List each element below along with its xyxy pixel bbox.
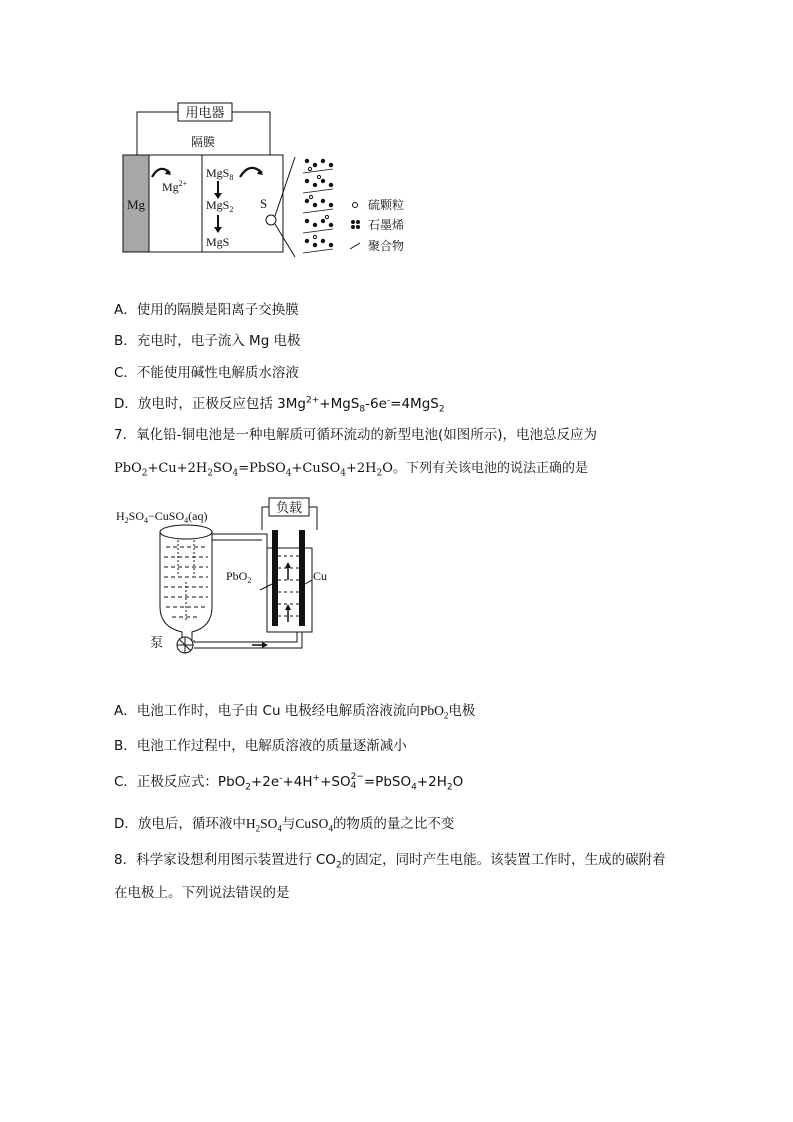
mg-s-battery-figure xyxy=(110,95,440,265)
q6-option-d: D．放电时，正极反应包括 $3Mg^{2+}+MgS_8-6e^-=4MgS_2$ xyxy=(114,395,445,415)
pbo2-electrode xyxy=(272,530,278,626)
pump-label: 泵 xyxy=(150,636,164,651)
q7-option-b: B．电池工作过程中，电解质溶液的质量逐渐减小 xyxy=(114,738,407,754)
q7-option-d: D．放电后，循环液中$H_2SO_4$与CuSO$_4$的物质的量之比不变 xyxy=(114,816,455,834)
mg-ion-label: $Mg^{2+}$ xyxy=(162,179,188,194)
q8-stem-line1: 8．科学家设想利用图示装置进行 $CO_2$的固定，同时产生电能。该装置工作时，生成的碳附着 xyxy=(114,852,666,871)
q6-option-c: C．不能使用碱性电解质水溶液 xyxy=(114,365,299,381)
cu-electrode xyxy=(299,530,305,626)
device-label: 用电器 xyxy=(185,106,225,121)
cu-label: Cu xyxy=(313,569,328,583)
pbo2-cu-battery-figure xyxy=(112,492,342,662)
q7-option-c: C．正极反应式：PbO$_2$+2e-+4H++SO 2− 4 $=PbSO_4+2H_2O$ xyxy=(114,772,464,793)
legend-graphene: 石墨烯 xyxy=(368,218,405,232)
q7-equation: $PbO_2+Cu+2H_2SO_4=PbSO_4+CuSO_4+2H_2O$。下列有关该电池的说法正确的是 xyxy=(114,461,588,479)
q6-option-b: B．充电时，电子流入 Mg 电极 xyxy=(114,333,301,349)
load-label: 负载 xyxy=(275,501,303,516)
legend-sulfur: 硫颗粒 xyxy=(368,198,405,212)
s-label: S xyxy=(260,196,268,211)
zoom-particles xyxy=(303,159,333,253)
legend xyxy=(350,197,404,253)
pbo2-label: PbO$_2$ xyxy=(226,569,252,585)
q7-stem: 7．氧化铅-铜电池是一种电解质可循环流动的新型电池(如图所示)，电池总反应为 xyxy=(114,427,597,443)
membrane-label: 隔膜 xyxy=(190,135,216,149)
mgs2-label: MgS$_2$ xyxy=(206,198,234,214)
solution-label: $H_2SO_4-CuSO_4(aq)$ xyxy=(116,509,208,525)
mgs-label: MgS xyxy=(206,235,230,249)
q7-option-a: A．电池工作时，电子由 Cu 电极经电解质溶液流向PbO$_2$电极 xyxy=(114,703,476,721)
q8-stem-line2: 在电极上。下列说法错误的是 xyxy=(114,885,290,901)
mg-label: Mg xyxy=(126,197,146,212)
legend-polymer: 聚合物 xyxy=(368,239,405,253)
q6-option-a: A．使用的隔膜是阳离子交换膜 xyxy=(114,302,299,318)
mgs8-label: MgS$_8$ xyxy=(206,166,234,182)
